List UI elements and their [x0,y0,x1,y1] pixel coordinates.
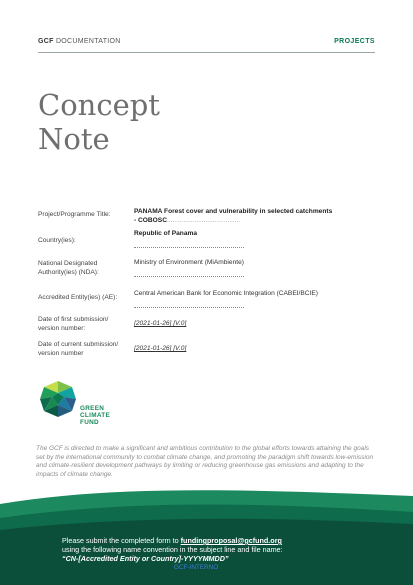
accredited-entity-label: Accredited Entity(ies) (AE): [38,294,118,301]
document-category: GCF DOCUMENTATION [38,38,121,45]
page-title [38,88,358,156]
nda-value: Ministry of Environment (MiAmbiente) [134,259,334,277]
first-submission-label: Date of first submission/ version number: [38,316,109,332]
submission-email-link[interactable]: fundingproposal@gcfund.org [180,536,282,545]
gcf-logo-wordmark: GREEN CLIMATE FUND [80,405,111,427]
first-submission-value: [2021-01-26] [V.0] [134,320,187,327]
header-divider [38,52,375,53]
submission-instructions: Please submit the completed form to fundingproposal@gcfund.org using the following name convention in the subject line and file name: “CN-[Accredited Entity or Country]-YYYYMMDD” GCF-INTERNO [62,536,392,572]
classification-tag: GCF-INTERNO [174,564,219,571]
title-line-2: Note [38,122,110,156]
current-submission-value: [2021-01-26] [V.0] [134,345,187,352]
country-value: Republic of Panama [134,230,334,248]
project-title-value: PANAMA Forest cover and vulnerability in selected catchments - COBOSC........................................ [134,208,333,224]
accredited-entity-value: Central American Bank for Economic Integration (CABEI/BCIE) [134,290,334,308]
country-label: Country(ies): [38,237,76,244]
title-line-1: Concept [38,88,160,122]
project-title-label: Project/Programme Title: [38,211,111,218]
current-submission-label: Date of current submission/ version number [38,341,119,357]
naming-convention: “CN-[Accredited Entity or Country]-YYYYMMDD” [62,554,229,563]
gcf-mission-statement: The GCF is directed to make a significant and ambitious contribution to the global efforts towards attaining the goals set by the international community to combat climate change, and promoting the paradigm shift towards low-emission and climate-resilient development pathways by limiting or reducing greenhouse gas emissions and adapting to the impacts of climate change. [36,445,374,478]
gcf-logo-icon [38,379,78,419]
nda-label: National Designated Authority(ies) (NDA): [38,260,99,276]
projects-label: PROJECTS [334,38,375,45]
